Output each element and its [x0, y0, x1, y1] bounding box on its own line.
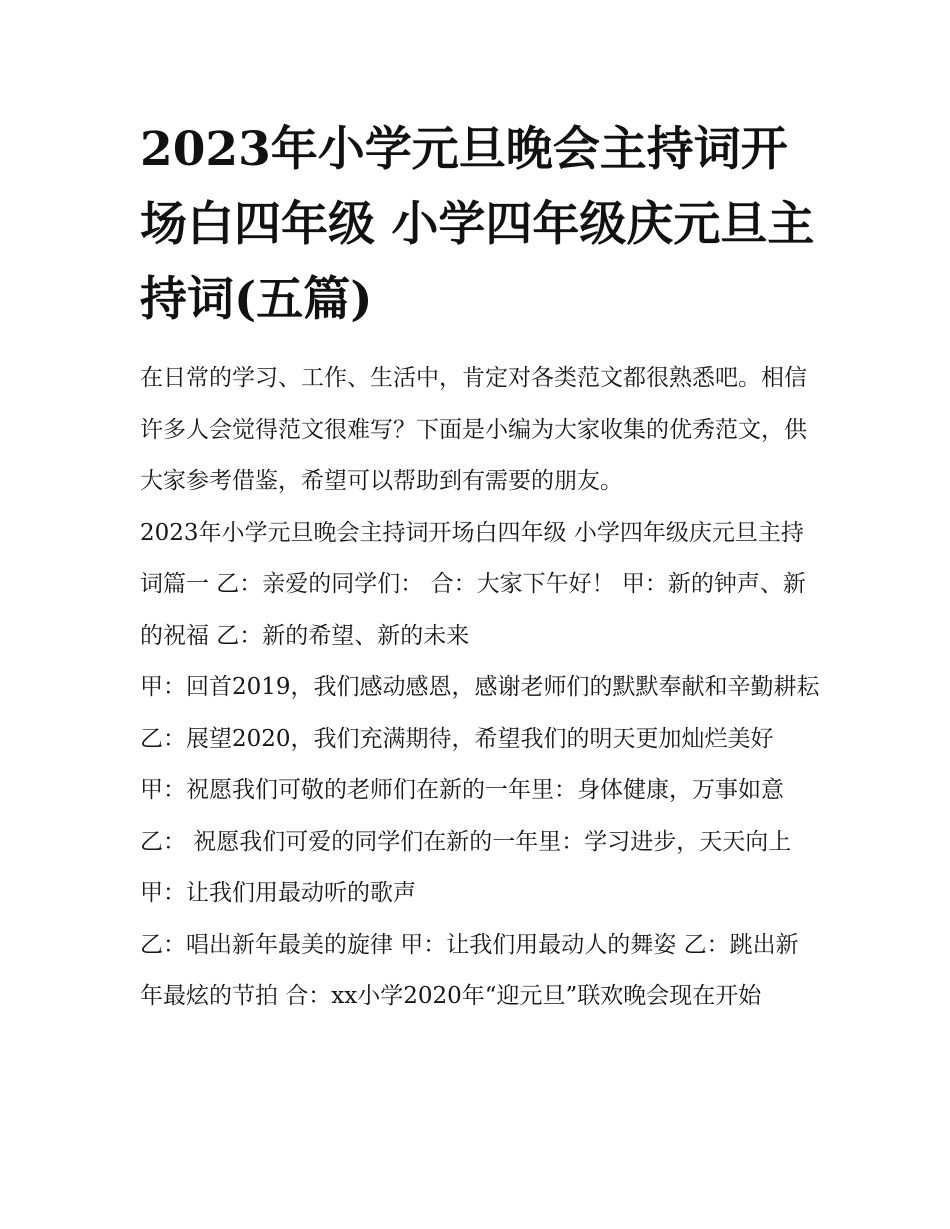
paragraph-wishes: 甲：祝愿我们可敬的老师们在新的一年里：身体健康，万事如意 乙： 祝愿我们可爱的同学们在新的一年里：学习进步，天天向上 甲：让我们用最动听的歌声 [140, 777, 792, 906]
paragraph-start: 乙：唱出新年最美的旋律 甲：让我们用最动人的舞姿 乙：跳出新年最炫的节拍 合：xx小学2020年“迎元旦”联欢晚会现在开始 [140, 931, 799, 1009]
paragraph-review: 甲：回首2019，我们感动感恩，感谢老师们的默默奉献和辛勤耕耘 乙：展望2020，我们充满期待，希望我们的明天更加灿烂美好 [140, 674, 820, 752]
paragraph-intro: 在日常的学习、工作、生活中，肯定对各类范文都很熟悉吧。相信许多人会觉得范文很难写？下面是小编为大家收集的优秀范文，供大家参考借鉴，希望可以帮助到有需要的朋友。 [140, 365, 807, 494]
document-page [140, 112, 820, 1023]
paragraph-opening: 2023年小学元旦晚会主持词开场白四年级 小学四年级庆元旦主持词篇一 乙：亲爱的同学们： 合：大家下午好！ 甲：新的钟声、新的祝福 乙：新的希望、新的未来 [140, 519, 806, 649]
document-title: 2023年小学元旦晚会主持词开场白四年级 小学四年级庆元旦主持词(五篇) [140, 122, 815, 327]
